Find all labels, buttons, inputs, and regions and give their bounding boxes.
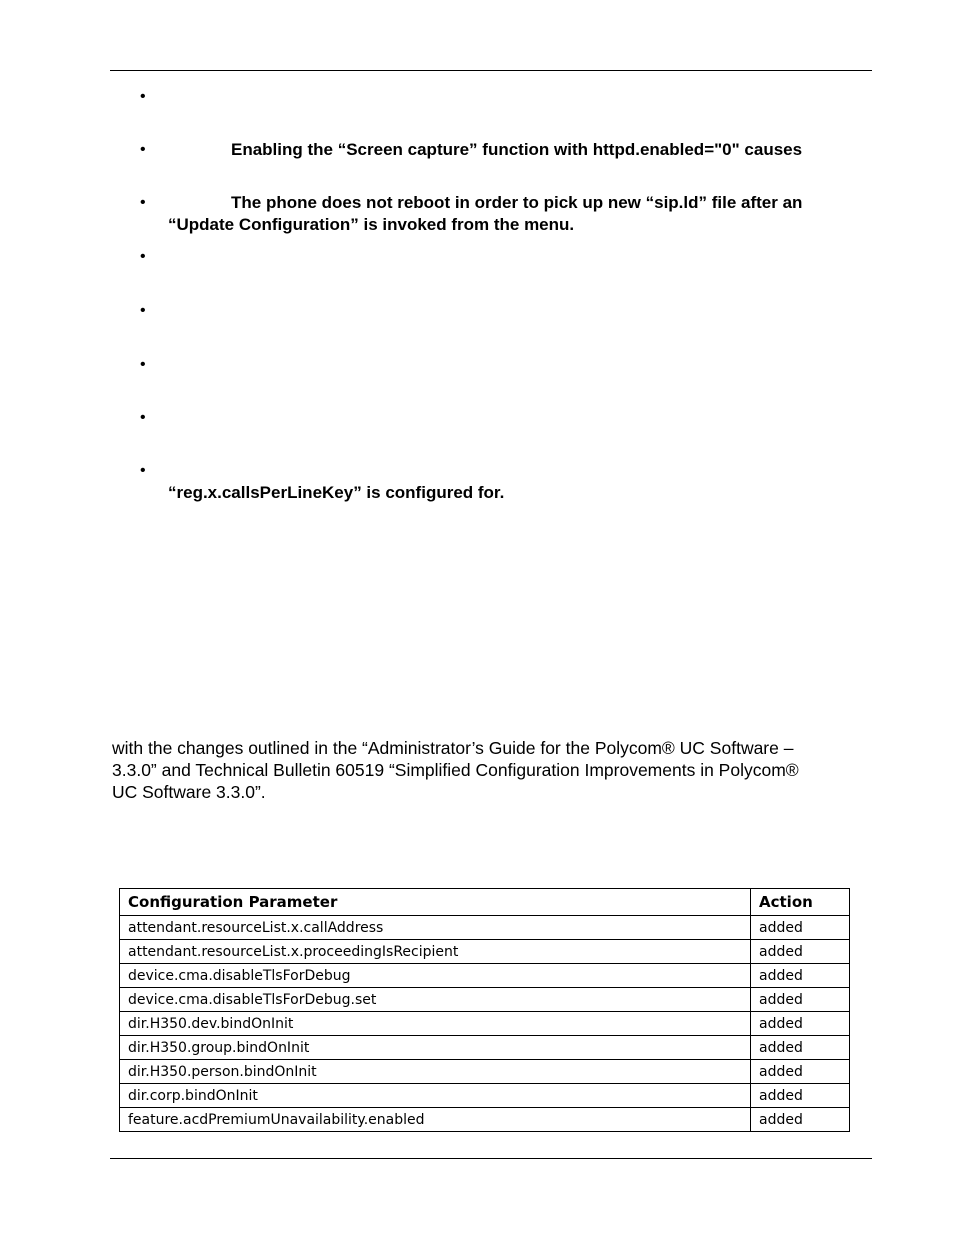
action-cell: added — [751, 1036, 850, 1060]
parameter-cell: dir.corp.bindOnInit — [120, 1084, 751, 1108]
parameter-cell: feature.acdPremiumUnavailability.enabled — [120, 1108, 751, 1132]
bullet-text-continuation: “reg.x.callsPerLineKey” is configured for. — [168, 483, 505, 502]
body-paragraph — [112, 737, 872, 803]
footer-rule — [110, 1158, 872, 1159]
action-cell: added — [751, 1012, 850, 1036]
table-row — [120, 1036, 850, 1060]
action-cell: added — [751, 916, 850, 940]
bullet-marker: • — [140, 302, 146, 319]
paragraph-line: UC Software 3.3.0”. — [112, 782, 266, 802]
action-cell: added — [751, 1060, 850, 1084]
parameter-cell: dir.H350.dev.bindOnInit — [120, 1012, 751, 1036]
bullet-marker: • — [140, 194, 146, 211]
bullet-marker: • — [140, 356, 146, 373]
parameter-cell: dir.H350.group.bindOnInit — [120, 1036, 751, 1060]
action-cell: added — [751, 1084, 850, 1108]
bullet-text: Enabling the “Screen capture” function with httpd.enabled="0" causes — [231, 140, 803, 159]
table-row — [120, 1108, 850, 1132]
bullet-marker: • — [140, 248, 146, 265]
parameter-cell: attendant.resourceList.x.callAddress — [120, 916, 751, 940]
bullet-marker: • — [140, 141, 146, 158]
parameter-cell: dir.H350.person.bindOnInit — [120, 1060, 751, 1084]
table-row — [120, 1060, 850, 1084]
table-header-row — [120, 889, 850, 916]
action-cell: added — [751, 1108, 850, 1132]
bullet-text-continuation: “Update Configuration” is invoked from the menu. — [168, 215, 575, 234]
table-row — [120, 1084, 850, 1108]
bullet-marker: • — [140, 409, 146, 426]
action-cell: added — [751, 940, 850, 964]
column-header-parameter: Configuration Parameter — [120, 889, 751, 916]
column-header-action: Action — [751, 889, 850, 916]
bullet-marker: • — [140, 462, 146, 479]
parameter-cell: device.cma.disableTlsForDebug — [120, 964, 751, 988]
parameter-cell: device.cma.disableTlsForDebug.set — [120, 988, 751, 1012]
parameter-cell: attendant.resourceList.x.proceedingIsRecipient — [120, 940, 751, 964]
table-row — [120, 964, 850, 988]
bullet-text: The phone does not reboot in order to pick up new “sip.ld” file after an — [231, 193, 803, 212]
configuration-parameter-table — [119, 888, 850, 1132]
header-rule — [110, 70, 872, 71]
table-row — [120, 988, 850, 1012]
action-cell: added — [751, 988, 850, 1012]
bullet-marker: • — [140, 88, 146, 105]
action-cell: added — [751, 964, 850, 988]
table-row — [120, 916, 850, 940]
table-row — [120, 1012, 850, 1036]
paragraph-line: 3.3.0” and Technical Bulletin 60519 “Simplified Configuration Improvements in Polycom® — [112, 760, 799, 780]
table-row — [120, 940, 850, 964]
paragraph-line: with the changes outlined in the “Administrator’s Guide for the Polycom® UC Software – — [112, 738, 794, 758]
